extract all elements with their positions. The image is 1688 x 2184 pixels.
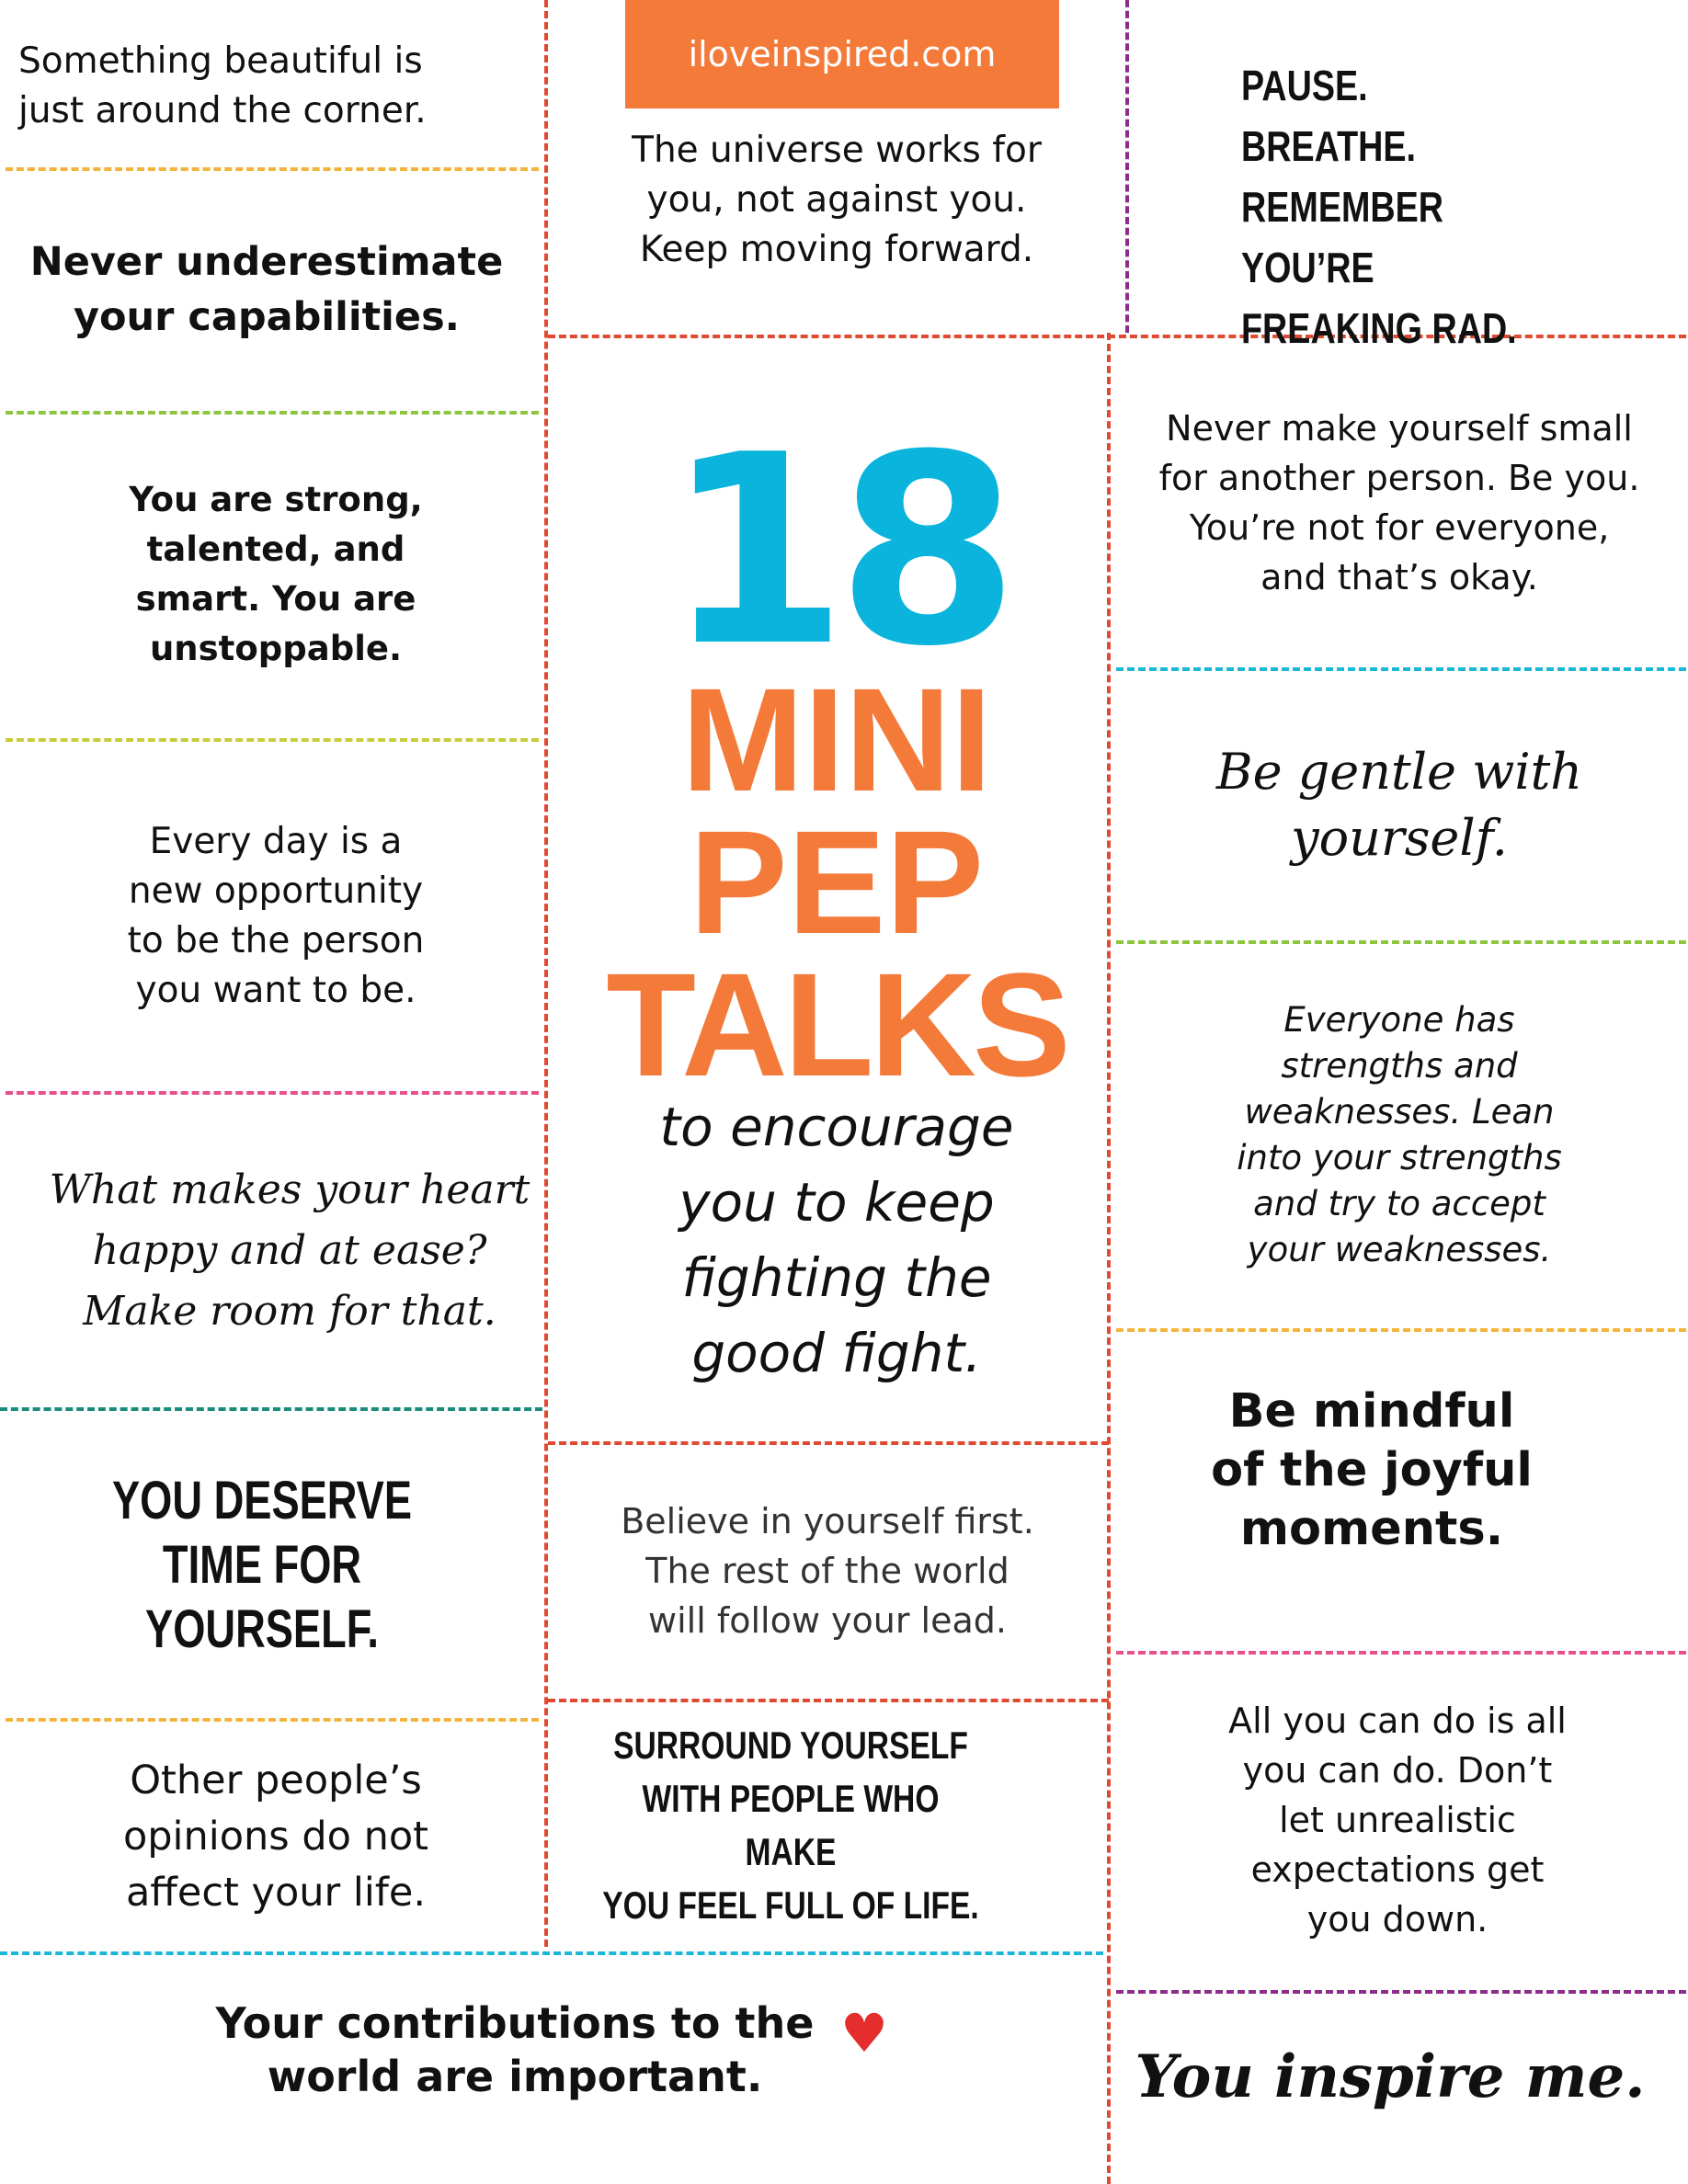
pep-talk-line: The universe works for — [632, 130, 1042, 171]
pep-talk-believe — [552, 1449, 1103, 1693]
pep-talk-line: You inspire me. — [1135, 2042, 1646, 2111]
title-word-mini: MINI — [681, 657, 992, 822]
pep-talk-universe — [552, 118, 1122, 283]
pep-talk-line: to be the person — [127, 920, 425, 961]
divider-right-2 — [1116, 940, 1686, 944]
pep-talk-line: Something beautiful is — [18, 40, 423, 82]
pep-talk-line: let unrealistic — [1279, 1800, 1516, 1840]
divider-left-1 — [6, 167, 539, 171]
pep-talk-line: TIME FOR — [162, 1534, 362, 1595]
pep-talk-line: Never underestimate — [29, 239, 504, 285]
divider-center-2 — [548, 1699, 1109, 1702]
divider-vertical-right-top — [1125, 0, 1129, 333]
title-subtitle — [552, 1089, 1122, 1391]
pep-talk-line: moments. — [1239, 1502, 1504, 1556]
pep-talk-every-day — [18, 746, 533, 1086]
pep-talk-all-you-can — [1140, 1673, 1655, 1967]
pep-talk-gentle — [1114, 676, 1684, 935]
divider-left-5 — [0, 1407, 542, 1411]
pep-talk-line: BREATHE. — [1241, 122, 1417, 170]
pep-talk-line: WITH PEOPLE WHO MAKE — [642, 1777, 940, 1873]
pep-talk-line: just around the corner. — [18, 90, 427, 131]
pep-talk-line: Make room for that. — [83, 1288, 496, 1335]
site-banner — [625, 0, 1059, 108]
pep-talk-inspire — [1114, 2004, 1666, 2151]
pep-talk-line: Everyone has — [1283, 1000, 1515, 1040]
pep-talk-line: Keep moving forward. — [639, 229, 1034, 270]
pep-talk-line: Other people’s — [130, 1757, 422, 1803]
subtitle-line: fighting the — [681, 1246, 992, 1309]
pep-talk-pause — [1241, 55, 1566, 352]
site-url: iloveinspired.com — [688, 34, 997, 74]
divider-left-3 — [6, 738, 539, 742]
pep-talk-line: Believe in yourself first. — [621, 1501, 1034, 1541]
pep-talk-line: Your contributions to the — [215, 1998, 815, 2048]
pep-talk-line: you, not against you. — [646, 179, 1027, 221]
pep-talk-line: and that’s okay. — [1260, 557, 1538, 597]
pep-talk-beautiful — [18, 37, 478, 156]
divider-left-4 — [6, 1091, 539, 1095]
pep-talk-line: YOU DESERVE — [111, 1470, 412, 1530]
pep-talk-line: will follow your lead. — [648, 1600, 1007, 1641]
pep-talk-deserve-time — [72, 1416, 451, 1714]
divider-right-3 — [1116, 1328, 1686, 1332]
pep-talk-line: affect your life. — [125, 1869, 427, 1916]
pep-talk-line: you down. — [1306, 1899, 1488, 1939]
pep-talk-line: you want to be. — [135, 970, 416, 1011]
pep-talk-line: What makes your heart — [49, 1166, 530, 1213]
pep-talk-line: You’re not for everyone, — [1189, 507, 1610, 548]
divider-right-4 — [1116, 1651, 1686, 1655]
pep-talk-line: REMEMBER YOU’RE — [1241, 183, 1444, 291]
pep-talk-strong — [18, 418, 533, 731]
pep-talk-line: world are important. — [267, 2052, 763, 2101]
divider-bottom — [0, 1951, 1103, 1955]
divider-center-1 — [548, 1441, 1109, 1445]
pep-talk-line: you can do. Don’t — [1242, 1750, 1553, 1791]
pep-talk-line: The rest of the world — [645, 1551, 1009, 1591]
pep-talk-capabilities — [18, 175, 515, 404]
pep-talk-line: PAUSE. — [1241, 62, 1368, 109]
heart-icon: ♥ — [840, 2002, 888, 2065]
divider-right-5 — [1116, 1990, 1686, 1994]
pep-talk-line: happy and at ease? — [92, 1227, 487, 1274]
pep-talk-line: opinions do not — [122, 1813, 429, 1860]
pep-talk-strengths — [1114, 949, 1684, 1322]
pep-talk-line: of the joyful — [1211, 1443, 1533, 1497]
pep-talk-line: Never make yourself small — [1166, 408, 1633, 449]
pep-talk-line: yourself. — [1291, 809, 1508, 867]
pep-talk-never-small — [1114, 342, 1684, 664]
title-number: 18 — [665, 399, 1009, 704]
pep-talk-mindful — [1114, 1360, 1629, 1581]
pep-talk-line: Be gentle with — [1215, 743, 1583, 801]
pep-talk-line: Every day is a — [149, 821, 403, 862]
pep-talk-line: your weaknesses. — [1247, 1230, 1552, 1269]
divider-left-2 — [6, 411, 539, 415]
pep-talk-line: YOU FEEL FULL OF LIFE. — [602, 1883, 979, 1927]
pep-talk-opinions — [18, 1726, 533, 1947]
pep-talk-heart-happy — [18, 1099, 561, 1403]
pep-talk-surround — [599, 1706, 982, 1945]
pep-talk-line: talented, and — [146, 529, 405, 569]
pep-talk-line: All you can do is all — [1228, 1701, 1567, 1741]
pep-talk-line: into your strengths — [1237, 1138, 1562, 1177]
subtitle-line: you to keep — [679, 1171, 995, 1234]
pep-talk-line: You are strong, — [129, 480, 423, 519]
pep-talk-line: unstoppable. — [149, 629, 403, 668]
pep-talk-line: Be mindful — [1228, 1384, 1515, 1439]
pep-talk-line: and try to accept — [1253, 1184, 1545, 1223]
title-word-pep: PEP — [689, 800, 985, 964]
subtitle-line: good fight. — [691, 1322, 982, 1384]
pep-talk-line: your capabilities. — [73, 294, 461, 340]
pep-talk-line: expectations get — [1250, 1849, 1545, 1890]
divider-right-1 — [1116, 667, 1686, 671]
pep-talk-line: strengths and — [1281, 1046, 1518, 1086]
pep-talk-contributions — [202, 1967, 827, 2133]
pep-talk-line: FREAKING RAD. — [1241, 304, 1517, 352]
pep-talk-line: YOURSELF. — [145, 1598, 379, 1659]
pep-talk-line: smart. You are — [135, 579, 416, 619]
pep-talk-line: SURROUND YOURSELF — [613, 1723, 968, 1767]
pep-talk-line: new opportunity — [128, 870, 424, 912]
pep-talk-line: weaknesses. Lean — [1244, 1092, 1555, 1132]
divider-left-6 — [6, 1718, 539, 1722]
divider-vertical-left — [544, 0, 548, 1947]
pep-talk-line: for another person. Be you. — [1158, 458, 1640, 498]
subtitle-line: to encourage — [659, 1096, 1014, 1158]
title-word-talks: TALKS — [606, 942, 1067, 1107]
